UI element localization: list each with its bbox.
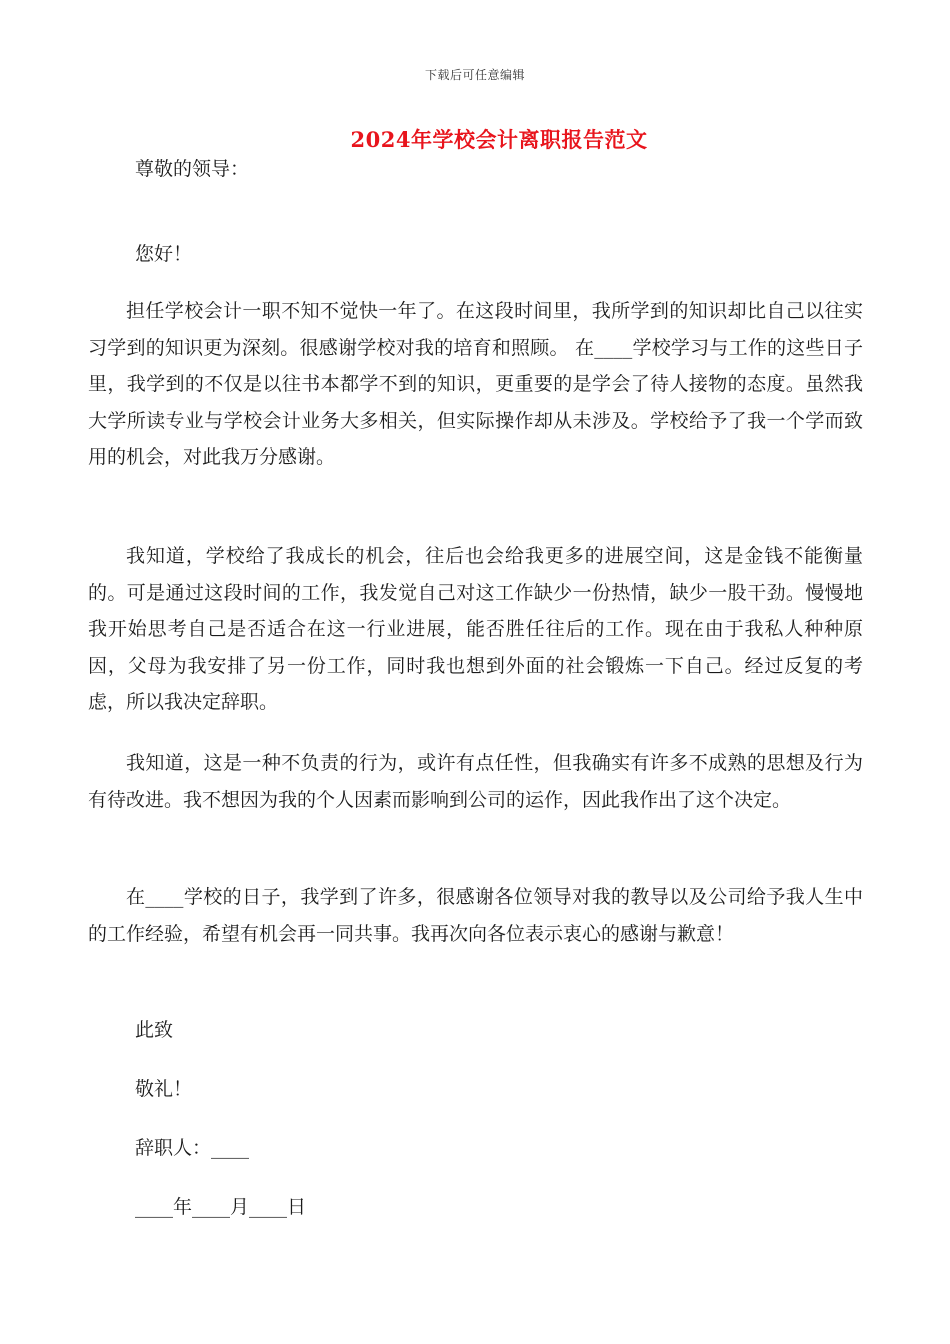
- regards: 敬礼！: [135, 1078, 193, 1100]
- signature-line: 辞职人：____: [135, 1137, 250, 1159]
- paragraph-4: 在____学校的日子，我学到了许多，很感谢各位领导对我的教导以及公司给予我人生中的工作经验，希望有机会再一同共事。我再次向各位表示衷心的感谢与歉意！: [88, 886, 863, 945]
- header-note: 下载后可任意编辑: [424, 68, 525, 82]
- paragraph-2: 我知道，学校给了我成长的机会，往后也会给我更多的进展空间，这是金钱不能衡量的。可是通过这段时间的工作，我发觉自己对这工作缺少一份热情，缺少一股干劲。慢慢地我开始思考自己是否适合在这一行业进展，能否胜任往后的工作。现在由于我私人种种原因，父母为我安排了另一份工作，同时我也想到外面的社会锻炼一下自己。经过反复的考虑，所以我决定辞职。: [88, 545, 863, 713]
- closing: 此致: [135, 1019, 174, 1041]
- salutation: 尊敬的领导：: [135, 158, 250, 180]
- date-line: ____年____月____日: [135, 1196, 307, 1218]
- paragraph-3: 我知道，这是一种不负责的行为，或许有点任性，但我确实有许多不成熟的思想及行为有待改进。我不想因为我的个人因素而影响到公司的运作，因此我作出了这个决定。: [88, 752, 863, 811]
- greeting: 您好！: [135, 243, 193, 265]
- document-title: 2024年学校会计离职报告范文: [350, 127, 648, 152]
- paragraph-1: 担任学校会计一职不知不觉快一年了。在这段时间里，我所学到的知识却比自己以往实习学到的知识更为深刻。很感谢学校对我的培育和照顾。 在____学校学习与工作的这些日子里，我学到的不仅是以往书本都学不到的知识，更重要的是学会了待人接物的态度。虽然我大学所读专业与学校会计业务大多相关，但实际操作却从未涉及。学校给予了我一个学而致用的机会，对此我万分感谢。: [88, 300, 863, 468]
